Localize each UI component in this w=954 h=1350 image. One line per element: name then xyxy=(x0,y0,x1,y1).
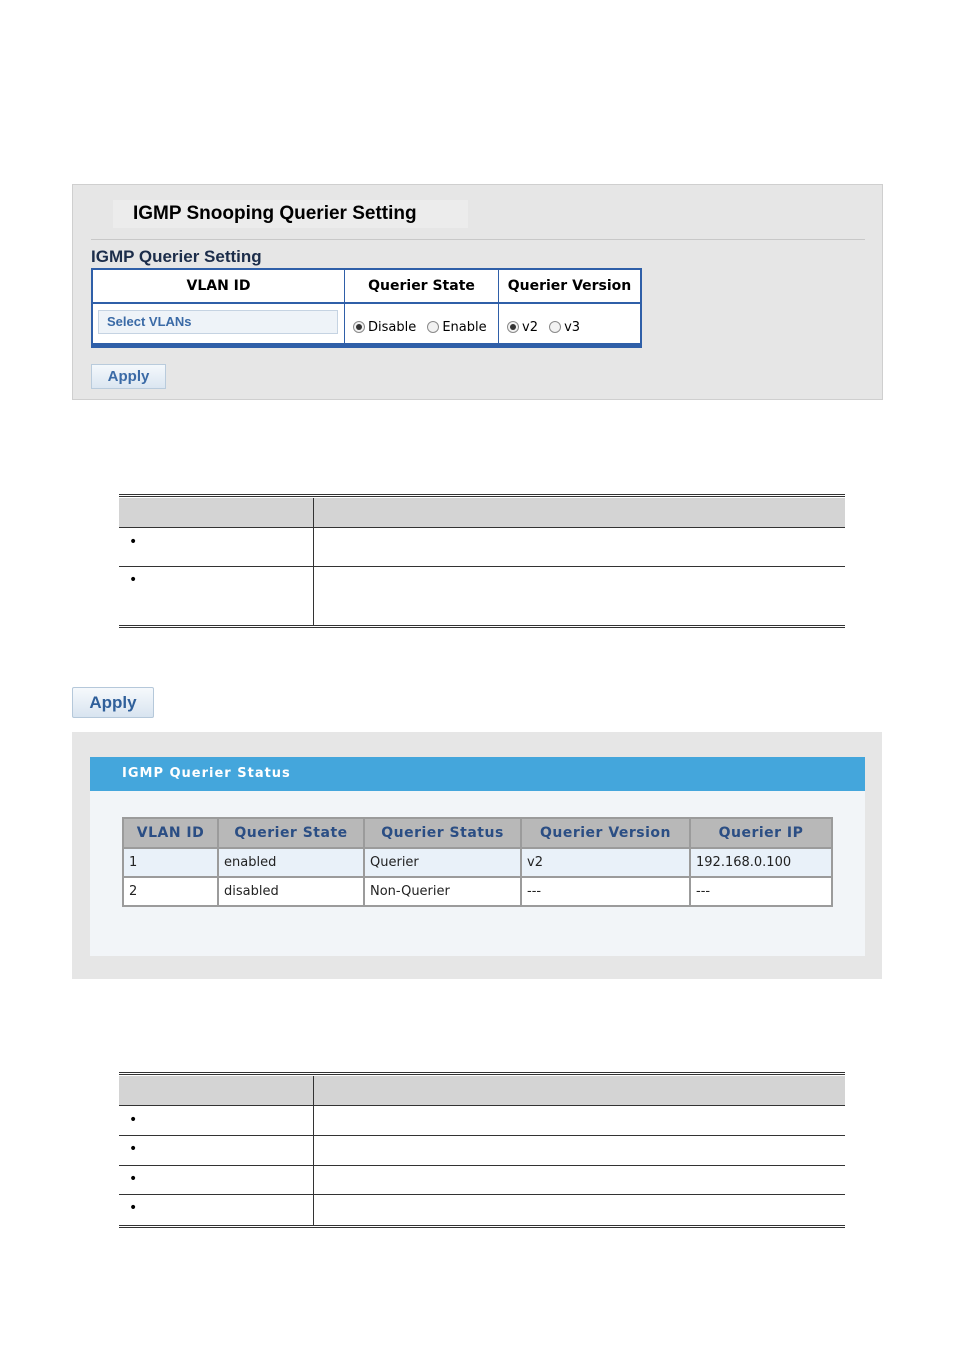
enable-label: Enable xyxy=(442,320,487,335)
panel-title: IGMP Snooping Querier Setting xyxy=(113,200,468,228)
disable-label: Disable xyxy=(368,320,417,335)
table-border xyxy=(119,1225,845,1228)
list-bullet: • xyxy=(129,1171,138,1187)
cell-vlan-id: 1 xyxy=(123,848,218,877)
table-row xyxy=(123,848,832,877)
row-line xyxy=(119,1165,845,1166)
v3-label: v3 xyxy=(564,320,581,335)
querier-status-panel xyxy=(72,732,882,979)
select-vlans-dropdown[interactable]: Select VLANs xyxy=(98,310,338,334)
cell-querier-state: disabled xyxy=(218,877,364,906)
table-border xyxy=(119,1072,845,1075)
row-line xyxy=(119,527,845,528)
enable-radio[interactable] xyxy=(427,321,439,333)
apply-button[interactable]: Apply xyxy=(91,364,166,389)
v2-label: v2 xyxy=(522,320,538,335)
list-bullet: • xyxy=(129,534,138,550)
querier-setting-panel xyxy=(72,184,883,400)
list-bullet: • xyxy=(129,1200,138,1216)
list-bullet: • xyxy=(129,1112,138,1128)
cell-querier-status: Non-Querier xyxy=(364,877,521,906)
querier-version-options xyxy=(507,316,586,335)
status-content xyxy=(90,757,865,956)
column-header-vlan-id: VLAN ID xyxy=(93,270,344,304)
row-line xyxy=(119,1194,845,1195)
column-divider xyxy=(313,498,314,626)
divider xyxy=(91,239,865,240)
row-line xyxy=(119,1135,845,1136)
column-divider xyxy=(313,1076,314,1226)
column-header-vlan-id: VLAN ID xyxy=(123,818,218,848)
v3-radio[interactable] xyxy=(549,321,561,333)
column-header-querier-version: Querier Version xyxy=(499,270,640,304)
column-header-querier-status: Querier Status xyxy=(364,818,521,848)
list-bullet: • xyxy=(129,1141,138,1157)
description-table xyxy=(119,494,845,630)
status-title-bar: IGMP Querier Status xyxy=(90,757,865,791)
apply-button-large[interactable]: Apply xyxy=(72,687,154,718)
cell-querier-status: Querier xyxy=(364,848,521,877)
cell-vlan-id: 2 xyxy=(123,877,218,906)
table-border xyxy=(119,625,845,628)
table-header-row xyxy=(123,818,832,848)
table-header-row xyxy=(119,498,845,527)
cell-querier-ip: --- xyxy=(690,877,832,906)
column-separator xyxy=(498,270,499,343)
column-header-querier-version: Querier Version xyxy=(521,818,690,848)
description-table xyxy=(119,1072,845,1230)
list-bullet: • xyxy=(129,572,138,588)
cell-querier-version: --- xyxy=(521,877,690,906)
row-line xyxy=(119,1105,845,1106)
v2-radio[interactable] xyxy=(507,321,519,333)
table-header-row xyxy=(119,1076,845,1105)
querier-state-options xyxy=(353,316,493,335)
disable-radio[interactable] xyxy=(353,321,365,333)
row-line xyxy=(119,566,845,567)
querier-setting-table xyxy=(91,268,642,348)
column-header-querier-ip: Querier IP xyxy=(690,818,832,848)
column-header-querier-state: Querier State xyxy=(345,270,498,304)
cell-querier-state: enabled xyxy=(218,848,364,877)
cell-querier-version: v2 xyxy=(521,848,690,877)
section-title: IGMP Querier Setting xyxy=(91,247,262,266)
column-separator xyxy=(344,270,345,343)
cell-querier-ip: 192.168.0.100 xyxy=(690,848,832,877)
querier-status-table xyxy=(122,817,833,907)
table-row xyxy=(123,877,832,906)
column-header-querier-state: Querier State xyxy=(218,818,364,848)
table-border xyxy=(119,494,845,497)
